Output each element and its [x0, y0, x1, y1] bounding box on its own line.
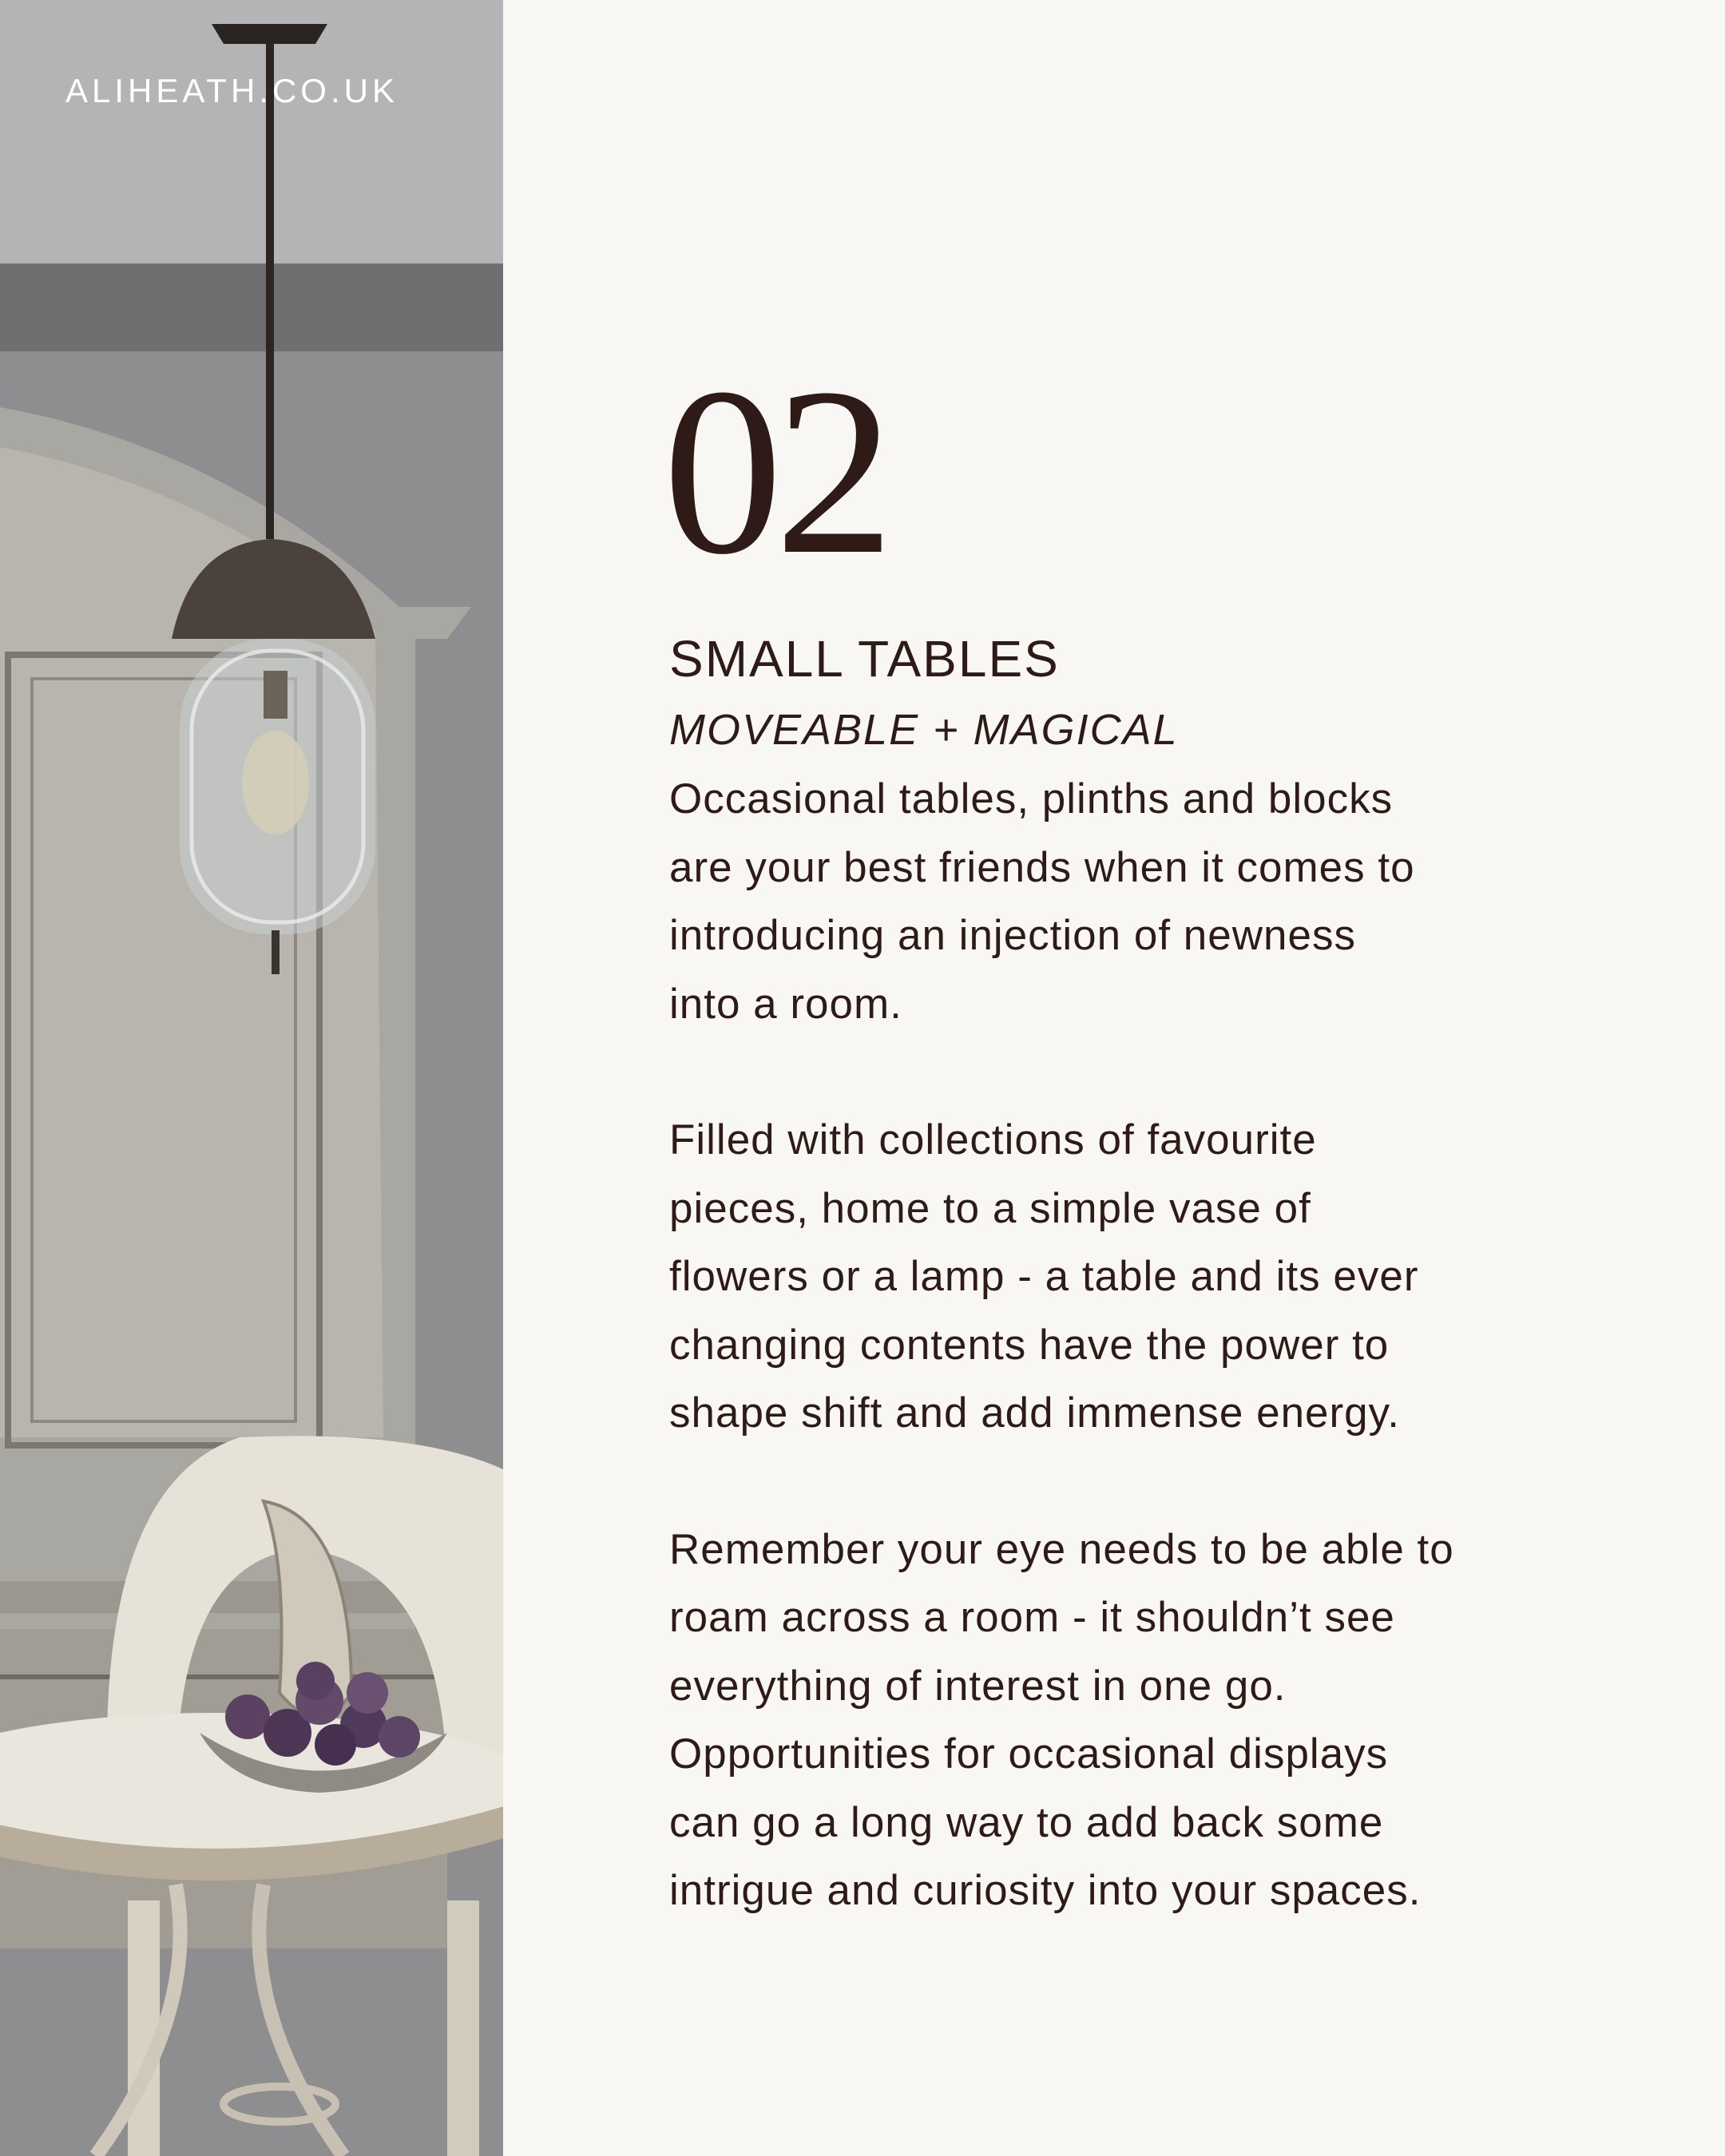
paragraph-1: Occasional tables, plinths and blocks are your best friends when it comes to introducing an injection of newness into a room. — [669, 775, 1415, 1028]
article-content — [663, 339, 1612, 1993]
section-title: SMALL TABLES — [669, 630, 1060, 688]
interior-photo — [0, 0, 503, 2156]
section-subtitle: MOVEABLE + MAGICAL — [669, 706, 1179, 754]
paragraph-2: Filled with collections of favourite pieces, home to a simple vase of flowers or a lamp - a table and its ever changing contents have the power to shape shift and add immense energy. — [669, 1116, 1419, 1437]
site-url-label: ALIHEATH.CO.UK — [65, 72, 399, 109]
interior-photo-illustration — [0, 0, 503, 2156]
section-number: 02 — [663, 339, 886, 604]
paragraph-3: Remember your eye needs to be able to roam across a room - it shouldn’t see everything of interest in one go. Opportunities for occasional displays can go a long way to add back some intrigue and curiosity into your spaces. — [669, 1525, 1454, 1914]
